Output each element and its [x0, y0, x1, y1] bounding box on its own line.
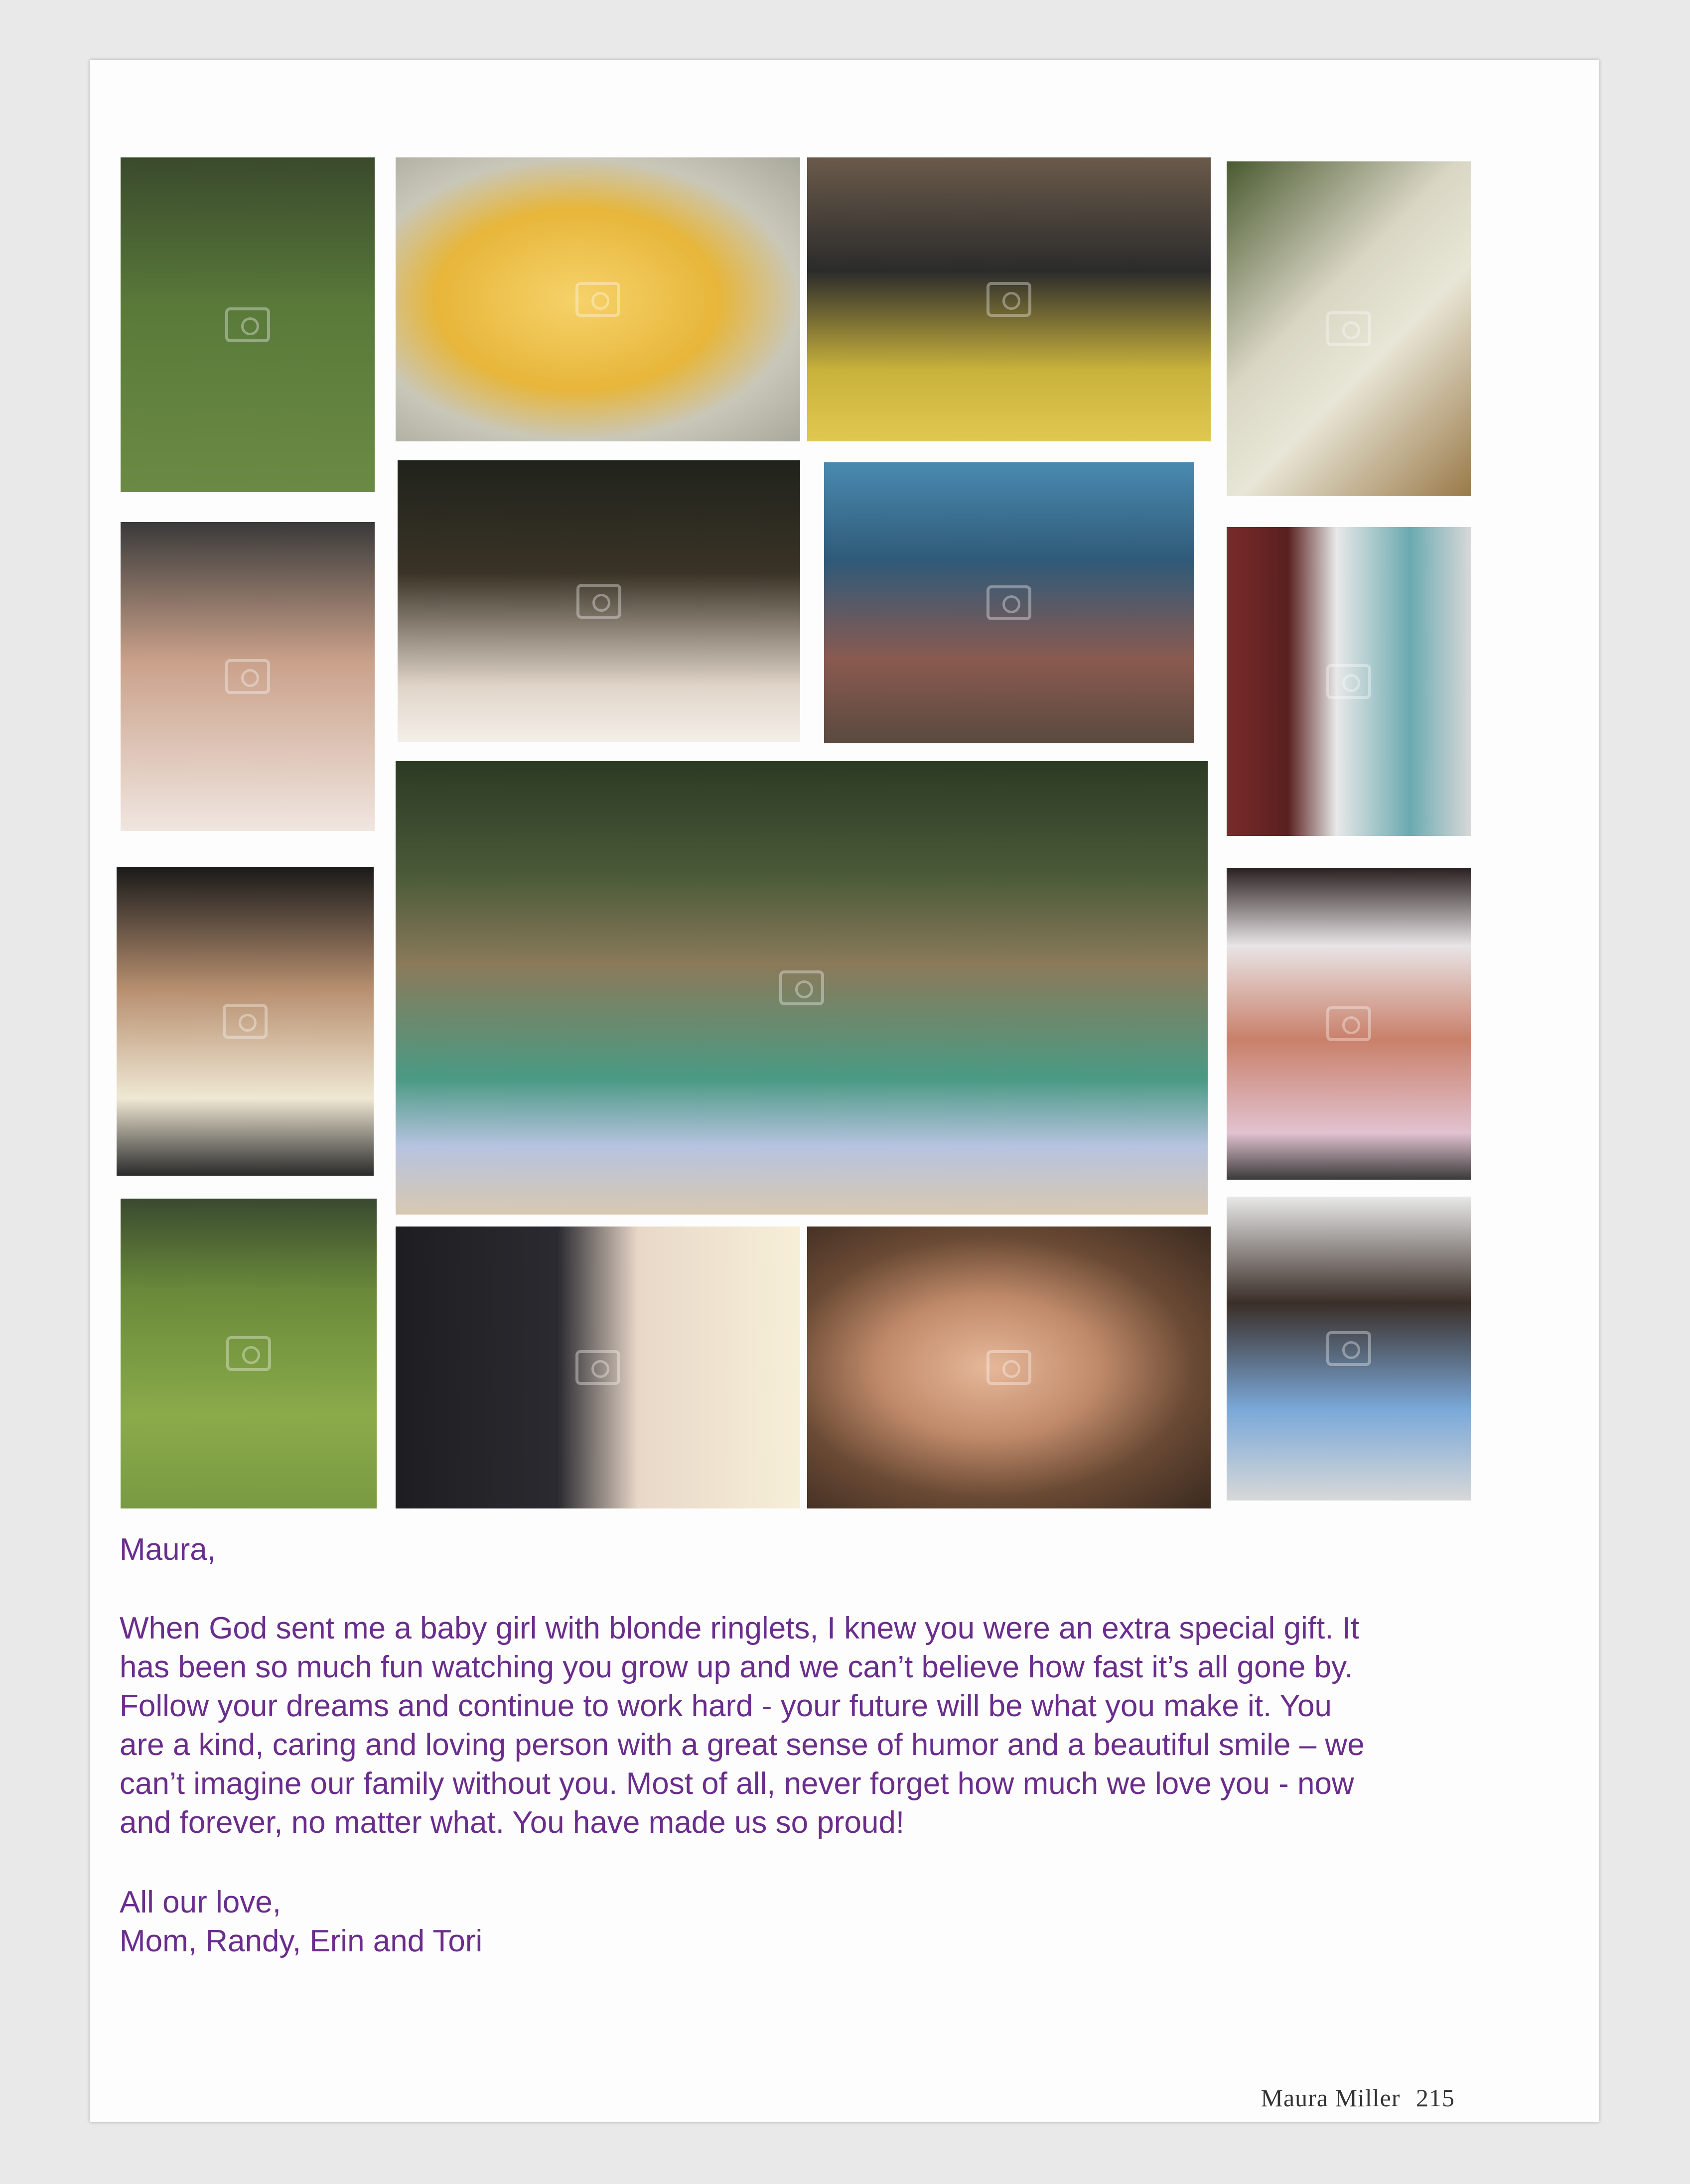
image-icon [576, 584, 621, 619]
image-icon [1326, 311, 1371, 346]
photo-baby-hold [117, 867, 374, 1176]
footer-name: Maura Miller [1261, 2084, 1401, 2112]
letter [120, 1530, 1495, 1569]
image-icon [1326, 664, 1371, 699]
page-footer [1261, 2083, 1455, 2112]
image-icon [225, 659, 270, 694]
letter-signature: Mom, Randy, Erin and Tori [120, 1924, 483, 1958]
page-number: 215 [1416, 2084, 1455, 2112]
photo-sisters-young [121, 522, 375, 831]
letter-closing-block [120, 1883, 1495, 1961]
letter-body [120, 1609, 1495, 1842]
letter-line: has been so much fun watching you grow up and we can’t believe how fast it’s all gone by. [120, 1650, 1353, 1684]
image-icon [226, 1336, 271, 1371]
image-icon [779, 970, 824, 1005]
photo-slide [1227, 161, 1471, 496]
image-icon [225, 307, 270, 342]
image-icon [986, 585, 1031, 620]
photo-three-girls [824, 462, 1194, 743]
photo-grandfather [396, 1227, 800, 1508]
photo-tiara-girl [807, 1227, 1211, 1508]
image-icon [986, 282, 1031, 317]
letter-line: When God sent me a baby girl with blonde ringlets, I knew you were an extra special gift. It [120, 1611, 1360, 1645]
image-icon [575, 1350, 620, 1385]
photo-soccer-girl [121, 157, 375, 492]
image-icon [1326, 1006, 1371, 1041]
letter-line: can’t imagine our family without you. Most of all, never forget how much we love you - now [120, 1767, 1354, 1801]
photo-princess [1227, 1197, 1471, 1501]
letter-line: and forever, no matter what. You have made us so proud! [120, 1805, 905, 1840]
letter-closing: All our love, [120, 1885, 281, 1919]
photo-baby-float [396, 157, 800, 441]
photo-beret [1227, 527, 1471, 836]
image-icon [986, 1350, 1031, 1385]
letter-line: are a kind, caring and loving person with a great sense of humor and a beautiful smile – we [120, 1728, 1365, 1762]
image-icon [1326, 1331, 1371, 1366]
photo-siblings [398, 460, 800, 742]
image-icon [575, 282, 620, 317]
letter-line: Follow your dreams and continue to work hard - your future will be what you make it. You [120, 1689, 1332, 1723]
photo-family-group [396, 761, 1208, 1215]
photo-laughing-girl [1227, 868, 1471, 1180]
image-icon [223, 1004, 268, 1039]
photo-car-ride [807, 157, 1211, 441]
letter-salutation: Maura, [120, 1532, 216, 1567]
yearbook-page [90, 60, 1599, 2122]
photo-golf [121, 1199, 377, 1508]
